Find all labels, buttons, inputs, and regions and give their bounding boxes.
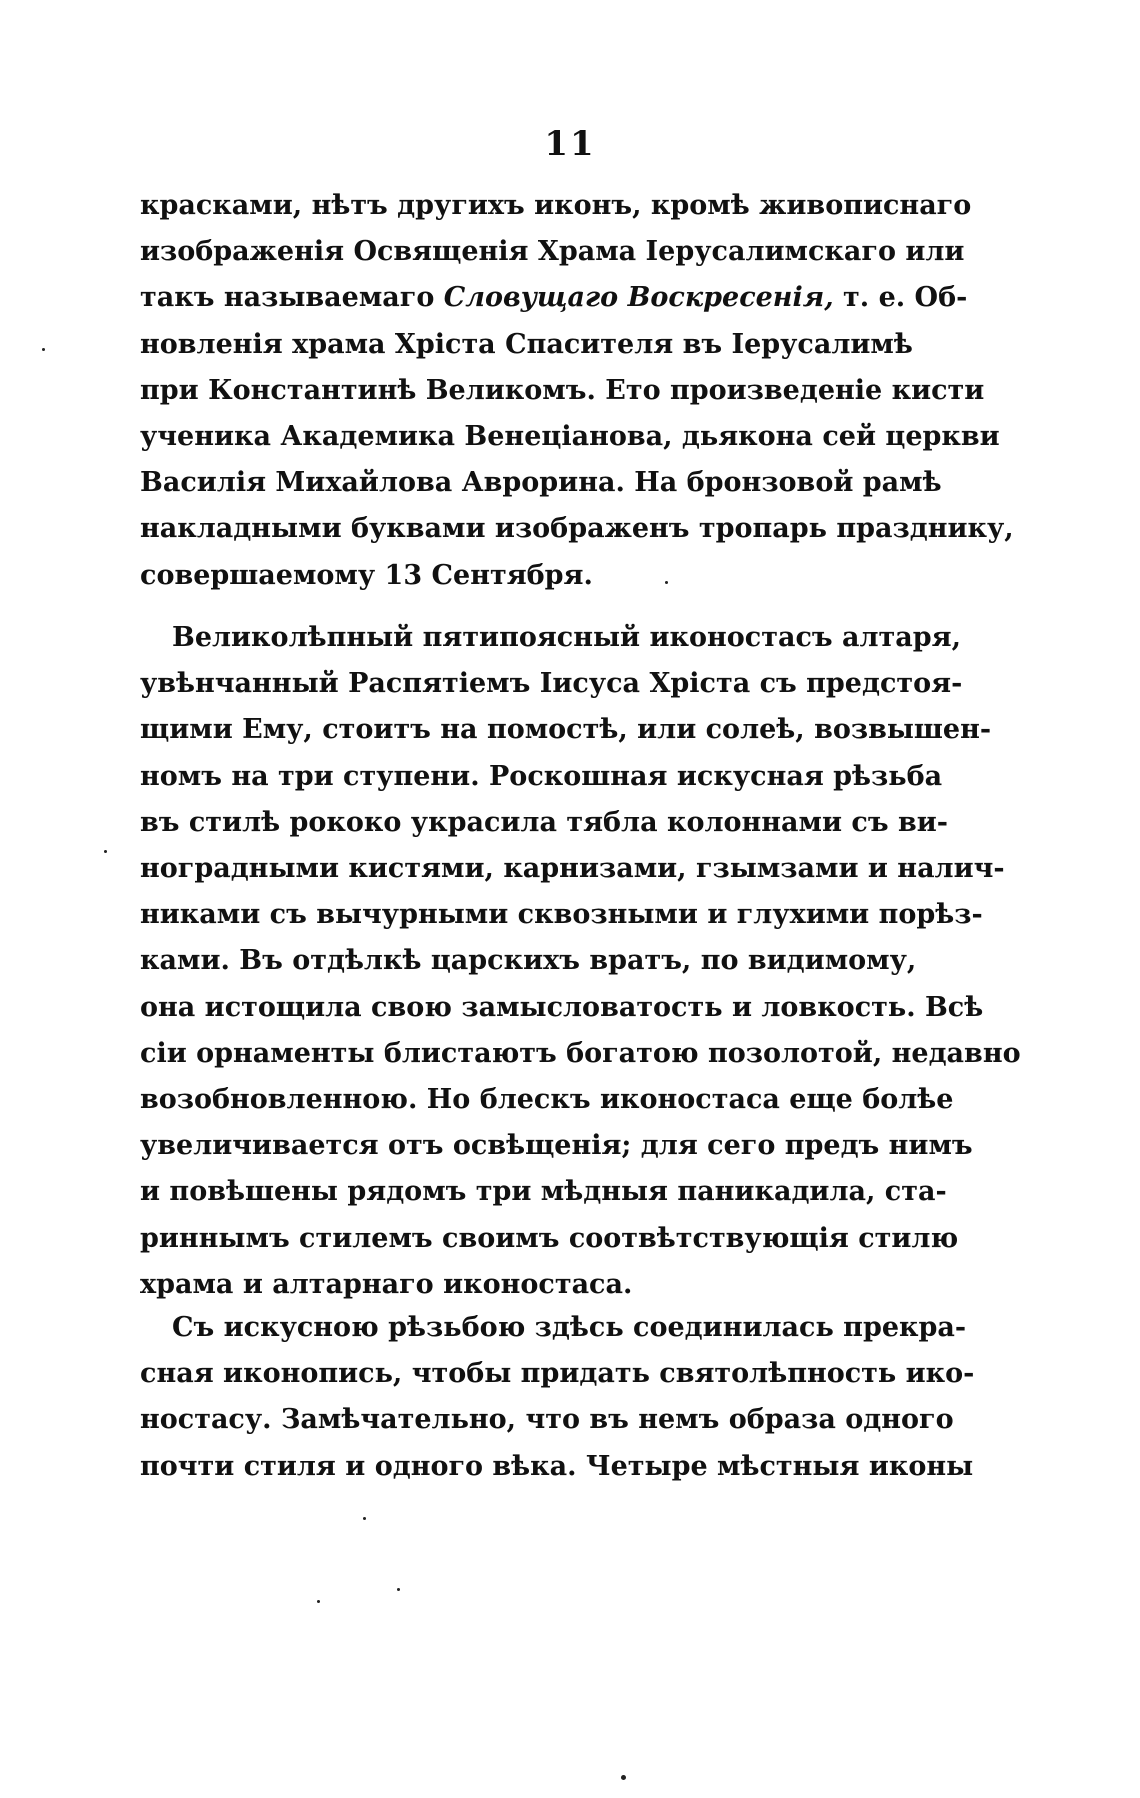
- text-line: Съ искусною рѣзьбою здѣсь соединилась прекра-: [172, 1312, 967, 1343]
- text-line: изображенія Освященія Храма Іерусалимскаго или: [140, 236, 965, 268]
- text-line: увеличивается отъ освѣщенія; для сего предъ нимъ: [140, 1130, 973, 1162]
- scan-speck: [665, 581, 668, 584]
- text-line: увѣнчанный Распятіемъ Іисуса Хріста съ предстоя-: [140, 668, 963, 700]
- scan-speck: [363, 1517, 366, 1520]
- text-line: накладными буквами изображенъ тропарь празднику,: [140, 513, 1014, 545]
- scan-speck: [397, 1588, 400, 1591]
- paragraph-3: [140, 1305, 975, 1490]
- text-line: совершаемому 13 Сентября.: [140, 559, 593, 591]
- text-line: въ стилѣ рококо украсила тябла колоннами съ ви-: [140, 806, 948, 838]
- text-line: щими Ему, стоитъ на помостѣ, или солеѣ, возвышен-: [140, 714, 992, 746]
- text-line: Василія Михайлова Аврорина. На бронзовой рамѣ: [140, 467, 942, 499]
- text-line: никами съ вычурными сквозными и глухими порѣз-: [140, 899, 983, 931]
- text-line-with-italic: [140, 275, 968, 321]
- text-run: т. е. Об-: [833, 282, 968, 314]
- text-line: при Константинѣ Великомъ. Ето произведеніе кисти: [140, 374, 985, 406]
- paragraph-1: [140, 183, 1014, 599]
- text-line: номъ на три ступени. Роскошная искусная рѣзьба: [140, 760, 943, 792]
- text-line: почти стиля и одного вѣка. Четыре мѣстныя иконы: [140, 1450, 974, 1482]
- text-run: такъ называемаго: [140, 282, 444, 314]
- italic-phrase: Словущаго Воскресенія,: [443, 282, 834, 314]
- text-line: ноградными кистями, карнизами, гзымзами и налич-: [140, 853, 1005, 885]
- text-line: ностасу. Замѣчательно, что въ немъ образа одного: [140, 1404, 954, 1436]
- text-line: ученика Академика Венеціанова, дьякона сей церкви: [140, 421, 1000, 453]
- text-line: Великолѣпный пятипоясный иконостасъ алтаря,: [172, 622, 961, 653]
- scan-speck: [42, 348, 45, 351]
- text-line: красками, нѣтъ другихъ иконъ, кромѣ живописнаго: [140, 190, 972, 221]
- text-line: она истощила свою замысловатость и ловкость. Всѣ: [140, 991, 984, 1023]
- scan-speck: [621, 1775, 626, 1780]
- scan-speck: [104, 850, 107, 853]
- scan-speck: [317, 1600, 320, 1603]
- text-line: новленія храма Хріста Спасителя въ Іерусалимѣ: [140, 328, 913, 360]
- text-line: сная иконопись, чтобы придать святолѣпность ико-: [140, 1358, 975, 1390]
- text-line: храма и алтарнаго иконостаса.: [140, 1268, 633, 1300]
- page-number: 11: [544, 124, 596, 164]
- text-line: возобновленною. Но блескъ иконостаса еще болѣе: [140, 1084, 954, 1116]
- text-line: ками. Въ отдѣлкѣ царскихъ вратъ, по видимому,: [140, 945, 917, 977]
- text-line: и повѣшены рядомъ три мѣдныя паникадила, ста-: [140, 1176, 947, 1208]
- paragraph-2: [140, 615, 1021, 1308]
- text-line: риннымъ стилемъ своимъ соотвѣтствующія стилю: [140, 1222, 959, 1254]
- text-line: сіи орнаменты блистаютъ богатою позолотой, недавно: [140, 1037, 1021, 1069]
